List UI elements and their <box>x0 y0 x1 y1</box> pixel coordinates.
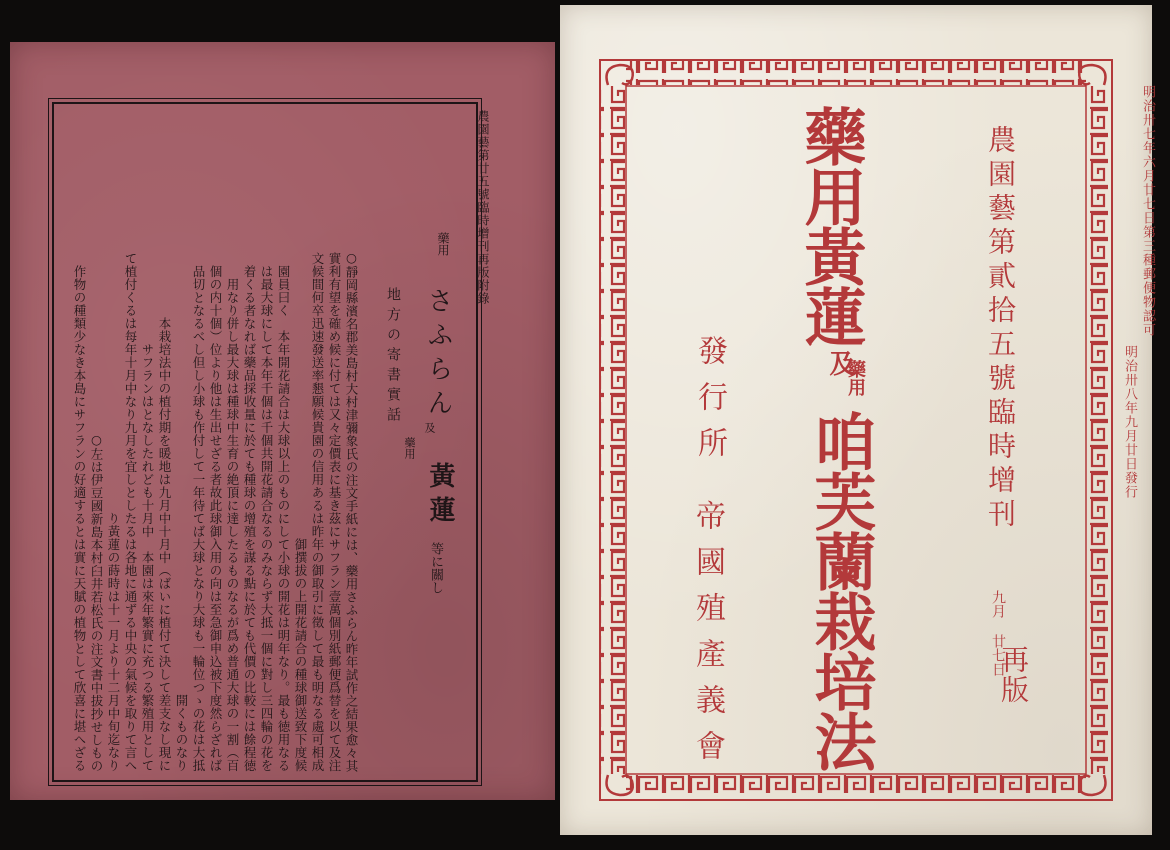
body-column: 園員曰く 本年開花請合は大球以上のものにして小球の開花は明年なり。最も徳用なる <box>276 265 291 772</box>
postal-permit-notice: 明治卅七年六月廿七日第三種郵便物認可 <box>1140 85 1155 337</box>
body-column: 開くものなり <box>174 694 189 772</box>
cover-publisher-label: 發行所 <box>692 335 727 473</box>
body-column: 品切となるべし但し小球も作付して一年待てば大球となり大球も一輪位つゝの花は大抵 <box>191 265 206 772</box>
body-column: ○靜岡縣濱名郡美島村大村津彌象氏の注文手紙には、藥用さふらん昨年試作之結果愈々其 <box>344 249 359 772</box>
cover-publisher-name: 帝國殖產義會 <box>690 500 725 776</box>
body-column: サフランはとなしたれども十月中 本園は來年繁實に充つる繁殖用として <box>140 343 155 772</box>
body-column: 作物の種類少なき本島にサフランの好適するとは實に天賦の植物として欣喜に堪へざる <box>72 265 87 772</box>
supplement-title-tail: 等に關し <box>428 542 443 594</box>
body-column: ○左は伊豆國新島本村臼井若松氏の注文書中拔抄せしもの <box>89 431 104 772</box>
body-column: は最大球にして本年千個は千個共開花請合なるのみならず大抵一個に對し三四輪の花を <box>259 265 274 772</box>
cover-title-coptis: 藥用黃蓮 <box>794 105 867 345</box>
body-column: 用なり併し最大球は種球中生育の絶頂に達したるものなるが爲め普通大球の一割（百 <box>225 278 240 772</box>
body-column: り黃蓮の蒔時は十一月より十二月中旬迄なり <box>106 512 121 772</box>
supplement-title-prefix: 藥用 <box>436 232 450 256</box>
cover-issue-line: 農園藝第貳拾五號臨時增刊 <box>984 125 1017 533</box>
cover-title-medicinal: 藥用 <box>845 360 866 396</box>
cover-reprint-date: 九月 廿七日 <box>990 590 1006 676</box>
body-column: 文候間何卒迅速發送率懇願候貴園の信用あるは昨年の御取引に徵して最も明なる處可相成 <box>310 252 325 772</box>
cover-reprint-label: 再版 <box>997 645 1030 705</box>
supplement-body-text <box>60 182 360 772</box>
body-column: 着くる者なれば藥品採收量に於ても種球の增殖を謀る點に於ても代價の比較には餘程徳 <box>242 265 257 772</box>
supplement-title-saffron: さふらん <box>423 287 453 423</box>
supplement-title-sub-prefix: 藥用 <box>403 437 416 459</box>
body-column: て植付くるは每年十月中なり九月を宜しとしたるは各地に通ずる中央の氣候を取りて言へ <box>123 252 138 772</box>
supplement-title-coptis: 黃蓮 <box>425 462 455 530</box>
supplement-title-conjunction: 及 <box>423 422 436 433</box>
cover-page <box>560 5 1152 835</box>
supplement-section-heading: 地方の寄書實話 <box>385 287 401 427</box>
body-column: 個の内十個）位より他は生出せざる者故此球御入用の向は至急御申込被下度然らざれば <box>208 265 223 772</box>
cover-title-conjunction: 及 <box>825 350 855 376</box>
supplement-serial-label: 農園藝第廿五號臨時增刊再版附錄 <box>476 110 490 305</box>
publication-date-notice: 明治卅八年九月廿日發行 <box>1122 345 1137 499</box>
cover-title-saffron: 咱芙蘭栽培法 <box>804 410 877 770</box>
body-column: 本栽培法中の植付期を暖地は九月中十月中（ばいに植付て決して差支なし現に <box>157 317 172 772</box>
supplement-sheet <box>10 42 555 800</box>
body-column: 實利有望を確め候に付ては又々定價表に基き茲にサフラン壹萬個別紙郵便爲替を以て及注 <box>327 252 342 772</box>
body-column: 御撰拔の上開花請合の種球御送致下度候 <box>293 538 308 772</box>
